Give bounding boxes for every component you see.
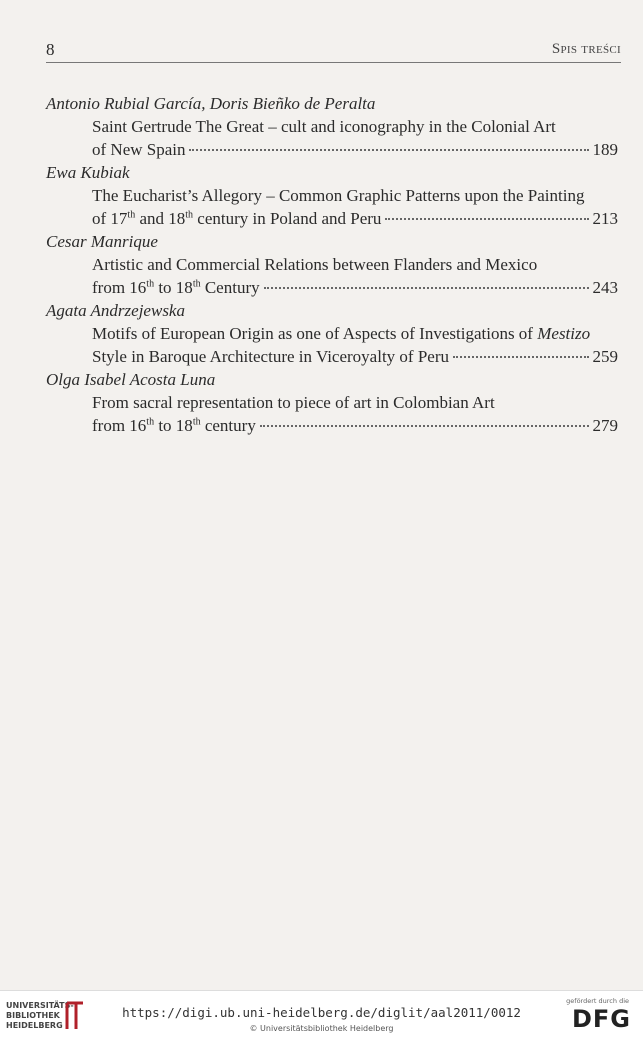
running-title: Spis treści xyxy=(551,41,621,57)
entry-title-last-line xyxy=(46,276,618,299)
entry-title-line: Artistic and Commercial Relations between Flanders and Mexico xyxy=(92,255,538,274)
toc-entry[interactable] xyxy=(46,299,618,368)
toc-entry[interactable] xyxy=(46,368,618,437)
entry-title-line: Saint Gertrude The Great – cult and iconography in the Colonial Art xyxy=(92,117,556,136)
entry-title-line: Motifs of European Origin as one of Aspects of Investigations of Mestizo xyxy=(92,324,591,343)
toc-entry[interactable] xyxy=(46,230,618,299)
entry-title-text: from 16th to 18th Century xyxy=(92,278,260,297)
dfg-logo[interactable]: DFG xyxy=(571,1005,631,1033)
entry-title-text: of New Spain xyxy=(92,140,186,159)
viewer-footer xyxy=(0,990,643,1045)
entry-title-last-line xyxy=(46,345,618,368)
library-logo[interactable]: UNIVERSITÄTS- BIBLIOTHEK HEIDELBERG xyxy=(6,1001,74,1030)
toc-entry[interactable] xyxy=(46,92,618,161)
table-of-contents xyxy=(46,92,618,437)
entry-author: Olga Isabel Acosta Luna xyxy=(46,370,216,389)
permalink-url[interactable]: https://digi.ub.uni-heidelberg.de/diglit/aal2011/0012 xyxy=(122,1005,521,1020)
entry-title-text: of 17th and 18th century in Poland and Peru xyxy=(92,209,382,228)
dot-leader xyxy=(189,149,588,151)
entry-author: Antonio Rubial García, Doris Bieñko de Peralta xyxy=(46,94,376,113)
toc-entry[interactable] xyxy=(46,161,618,230)
entry-title-text: Style in Baroque Architecture in Viceroyalty of Peru xyxy=(92,347,449,366)
page-number: 8 xyxy=(46,40,55,59)
funding-note: gefördert durch die xyxy=(566,997,629,1005)
entry-author: Ewa Kubiak xyxy=(46,163,130,182)
entry-page-number[interactable]: 279 xyxy=(592,416,618,435)
entry-title-last-line xyxy=(46,414,618,437)
dot-leader xyxy=(385,218,588,220)
dot-leader xyxy=(453,356,589,358)
entry-author: Agata Andrzejewska xyxy=(46,301,185,320)
entry-title-last-line xyxy=(46,138,618,161)
entry-title-text: from 16th to 18th century xyxy=(92,416,256,435)
entry-title-line: The Eucharist’s Allegory – Common Graphic Patterns upon the Painting xyxy=(92,186,585,205)
entry-title-line: From sacral representation to piece of art in Colombian Art xyxy=(92,393,495,412)
entry-title-last-line xyxy=(46,207,618,230)
entry-page-number[interactable]: 213 xyxy=(592,209,618,228)
copyright-notice: © Universitätsbibliothek Heidelberg xyxy=(249,1024,394,1033)
dot-leader xyxy=(264,287,589,289)
entry-page-number[interactable]: 259 xyxy=(592,347,618,366)
entry-author: Cesar Manrique xyxy=(46,232,158,251)
page-header xyxy=(46,40,621,63)
dot-leader xyxy=(260,425,589,427)
entry-page-number[interactable]: 189 xyxy=(592,140,618,159)
entry-page-number[interactable]: 243 xyxy=(592,278,618,297)
